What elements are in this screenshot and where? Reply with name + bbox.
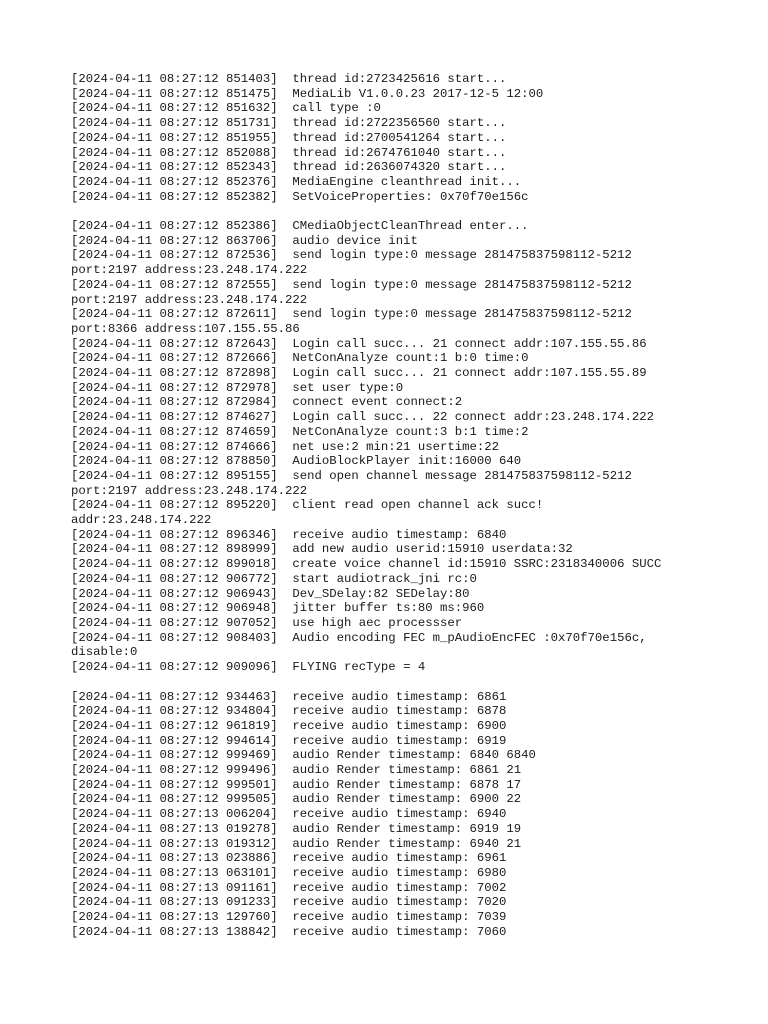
log-line: [2024-04-11 08:27:12 994614] receive audio timestamp: 6919 [71, 733, 507, 748]
log-line: [2024-04-11 08:27:12 852088] thread id:2674761040 start... [71, 145, 507, 160]
log-line: [2024-04-11 08:27:12 908403] Audio encoding FEC m_pAudioEncFEC :0x70f70e156c, [71, 630, 647, 645]
log-line: [2024-04-11 08:27:12 895220] client read open channel ack succ! [71, 498, 544, 513]
log-line: [2024-04-11 08:27:12 907052] use high aec processser [71, 616, 463, 630]
log-line: [2024-04-11 08:27:12 909096] FLYING recType = 4 [71, 660, 426, 675]
log-line: [2024-04-11 08:27:12 961819] receive audio timestamp: 6900 [71, 718, 507, 733]
log-line: disable:0 [71, 645, 138, 660]
log-document [71, 72, 751, 939]
log-line: [2024-04-11 08:27:13 138842] receive audio timestamp: 7060 [71, 924, 507, 939]
log-line: [2024-04-11 08:27:12 872536] send login type:0 message 281475837598112-5212 [71, 248, 632, 263]
log-line: [2024-04-11 08:27:12 874659] NetConAnalyze count:3 b:1 time:2 [71, 424, 529, 439]
log-line: [2024-04-11 08:27:12 874627] Login call succ... 22 connect addr:23.248.174.222 [71, 410, 654, 425]
log-line: [2024-04-11 08:27:12 851955] thread id:2700541264 start... [71, 130, 507, 145]
log-line: port:2197 address:23.248.174.222 [71, 263, 308, 278]
log-line: [2024-04-11 08:27:12 872555] send login type:0 message 281475837598112-5212 [71, 277, 632, 292]
log-line: [2024-04-11 08:27:12 872984] connect event connect:2 [71, 395, 463, 410]
log-line: [2024-04-11 08:27:12 872611] send login type:0 message 281475837598112-5212 [71, 307, 632, 322]
log-line: [2024-04-11 08:27:13 019312] audio Render timestamp: 6940 21 [71, 836, 522, 851]
log-line: [2024-04-11 08:27:12 872643] Login call succ... 21 connect addr:107.155.55.86 [71, 336, 647, 351]
log-line: [2024-04-11 08:27:12 898999] add new audio userid:15910 userdata:32 [71, 542, 573, 557]
log-line: [2024-04-11 08:27:13 129760] receive audio timestamp: 7039 [71, 910, 507, 925]
log-line: [2024-04-11 08:27:12 906943] Dev_SDelay:82 SEDelay:80 [71, 586, 470, 601]
log-line: [2024-04-11 08:27:12 852376] MediaEngine cleanthread init... [71, 174, 522, 189]
log-line [71, 204, 751, 219]
log-line: [2024-04-11 08:27:12 906948] jitter buffer ts:80 ms:960 [71, 601, 485, 616]
log-line: [2024-04-11 08:27:13 091233] receive audio timestamp: 7020 [71, 895, 507, 910]
log-line: [2024-04-11 08:27:12 851475] MediaLib V1.0.0.23 2017-12-5 12:00 [71, 86, 544, 101]
log-line: [2024-04-11 08:27:12 852382] SetVoiceProperties: 0x70f70e156c [71, 189, 529, 204]
log-line: [2024-04-11 08:27:12 872978] set user type:0 [71, 380, 404, 395]
log-line: [2024-04-11 08:27:12 899018] create voice channel id:15910 SSRC:2318340006 SUCC [71, 557, 662, 572]
log-line: [2024-04-11 08:27:12 999496] audio Render timestamp: 6861 21 [71, 763, 522, 778]
log-line: [2024-04-11 08:27:12 878850] AudioBlockPlayer init:16000 640 [71, 454, 522, 469]
log-line: addr:23.248.174.222 [71, 513, 212, 528]
log-line: [2024-04-11 08:27:12 872898] Login call succ... 21 connect addr:107.155.55.89 [71, 366, 647, 381]
log-line: [2024-04-11 08:27:12 934463] receive audio timestamp: 6861 [71, 689, 507, 704]
log-line: [2024-04-11 08:27:12 851403] thread id:2723425616 start... [71, 72, 507, 86]
log-line: [2024-04-11 08:27:13 019278] audio Render timestamp: 6919 19 [71, 821, 522, 836]
log-line: port:2197 address:23.248.174.222 [71, 292, 308, 307]
log-line: [2024-04-11 08:27:12 851632] call type :0 [71, 101, 381, 116]
log-line: [2024-04-11 08:27:12 874666] net use:2 min:21 usertime:22 [71, 439, 500, 454]
log-line: [2024-04-11 08:27:13 023886] receive audio timestamp: 6961 [71, 851, 507, 866]
log-line: [2024-04-11 08:27:12 872666] NetConAnalyze count:1 b:0 time:0 [71, 351, 529, 366]
log-line: [2024-04-11 08:27:12 999501] audio Render timestamp: 6878 17 [71, 777, 522, 792]
log-line: [2024-04-11 08:27:12 851731] thread id:2722356560 start... [71, 116, 507, 131]
log-line: [2024-04-11 08:27:12 896346] receive audio timestamp: 6840 [71, 527, 507, 542]
log-line: [2024-04-11 08:27:12 863706] audio device init [71, 233, 418, 248]
log-line: [2024-04-11 08:27:13 063101] receive audio timestamp: 6980 [71, 865, 507, 880]
log-line [71, 675, 751, 690]
log-line: [2024-04-11 08:27:13 091161] receive audio timestamp: 7002 [71, 880, 507, 895]
log-line: [2024-04-11 08:27:12 999505] audio Render timestamp: 6900 22 [71, 792, 522, 807]
log-line: [2024-04-11 08:27:12 934804] receive audio timestamp: 6878 [71, 704, 507, 719]
log-line: port:2197 address:23.248.174.222 [71, 483, 308, 498]
log-line: [2024-04-11 08:27:12 852343] thread id:2636074320 start... [71, 160, 507, 175]
log-line: [2024-04-11 08:27:12 999469] audio Render timestamp: 6840 6840 [71, 748, 536, 763]
log-line: [2024-04-11 08:27:12 895155] send open channel message 281475837598112-5212 [71, 468, 632, 483]
log-line: [2024-04-11 08:27:12 852386] CMediaObjectCleanThread enter... [71, 219, 529, 234]
log-line: [2024-04-11 08:27:13 006204] receive audio timestamp: 6940 [71, 807, 507, 822]
log-line: [2024-04-11 08:27:12 906772] start audiotrack_jni rc:0 [71, 571, 477, 586]
log-line: port:8366 address:107.155.55.86 [71, 321, 300, 336]
